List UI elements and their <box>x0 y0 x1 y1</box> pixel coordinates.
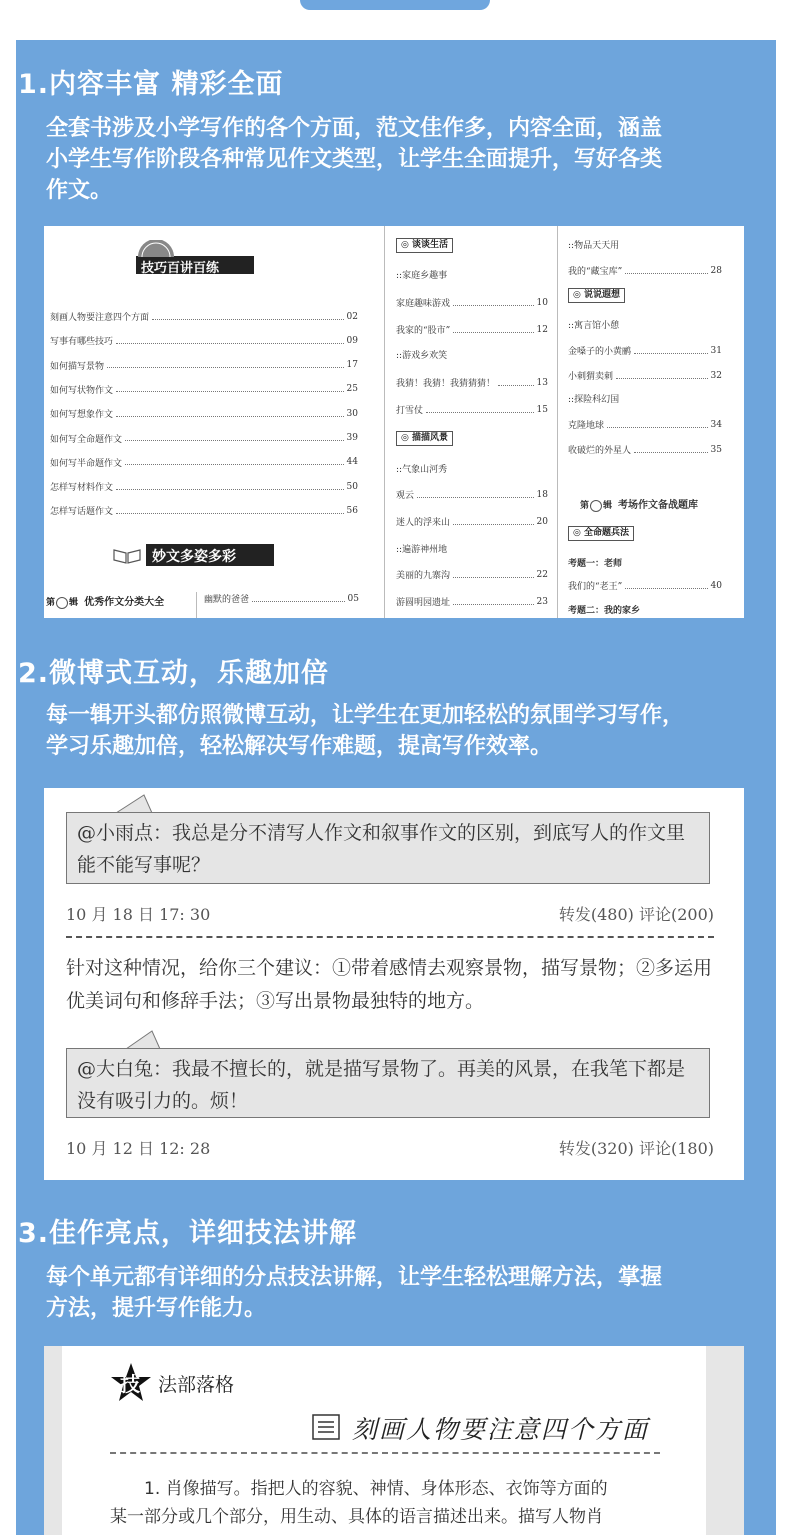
chapter-2-title: 考场作文备战题库 <box>618 500 699 511</box>
toc-page-number: 31 <box>710 345 722 356</box>
section-1-text-line-3: 作文。 <box>46 178 113 203</box>
toc-entry-title: 收破烂的外星人 <box>568 446 632 456</box>
weibo-post-2-meta <box>66 1136 714 1159</box>
chapter-2-suffix: 辑 <box>603 501 613 511</box>
column-divider <box>196 592 197 618</box>
chapter-1-title: 优秀作文分类大全 <box>84 597 165 608</box>
toc-page-number: 18 <box>536 489 548 500</box>
fan-ornament-icon <box>136 240 176 258</box>
toc-entry <box>396 376 548 389</box>
toc-entry-title: 家庭趣味游戏 <box>396 299 451 309</box>
column-divider <box>557 226 558 618</box>
toc-left-entry <box>50 310 358 323</box>
section-3-text-line-1: 每个单元都有详细的分点技法讲解，让学生轻松理解方法，掌握 <box>46 1265 663 1290</box>
technique-body-line-1 <box>144 1474 608 1499</box>
banner-2-text: 妙文多姿多彩 <box>152 549 236 565</box>
dashed-divider <box>110 1452 660 1454</box>
toc-page-number: 50 <box>346 481 358 492</box>
toc-leader-dots <box>116 386 344 392</box>
section-3-text-line-2: 方法，提升写作能力。 <box>46 1296 267 1321</box>
dashed-divider <box>66 936 714 938</box>
toc-left-entry <box>50 480 358 493</box>
toc-page-number: 20 <box>536 516 548 527</box>
post-1-date: 10 月 18 日 17: 30 <box>66 905 211 924</box>
toc-leader-dots <box>116 508 344 514</box>
toc-page-number: 05 <box>347 593 359 604</box>
toc-leader-dots <box>417 492 534 498</box>
section-1-text-line-1: 全套书涉及小学写作的各个方面，范文佳作多，内容全面，涵盖 <box>46 116 663 141</box>
toc-page-number: 25 <box>346 384 358 395</box>
toc-page-number: 23 <box>536 596 548 607</box>
column-divider <box>384 226 385 618</box>
toc-entry <box>396 515 548 528</box>
toc-leader-dots <box>498 380 534 386</box>
toc-subheading: ::气象山河秀 <box>396 465 448 475</box>
toc-leader-dots <box>453 519 534 525</box>
toc-entry-title: 克隆地球 <box>568 421 605 431</box>
toc-entry <box>568 443 722 456</box>
toc-left-entry <box>50 432 358 445</box>
section-box-tan-tan-sheng-huo: ◎ 谈谈生活 <box>396 238 453 253</box>
toc-entry <box>396 568 548 581</box>
toc-entry <box>568 418 722 431</box>
toc-page-number: 22 <box>536 569 548 580</box>
toc-entry-title: 我的“藏宝库” <box>568 267 623 277</box>
toc-leader-dots <box>453 599 534 605</box>
toc-left-entry <box>50 456 358 469</box>
weibo-answer: 针对这种情况，给你三个建议：①带着感情去观察景物，描写景物；②多运用优美词句和修辞手法；③写出景物最独特的地方。 <box>66 957 713 1012</box>
toc-leader-dots <box>125 435 344 441</box>
toc-entry-title: 刻画人物要注意四个方面 <box>50 313 150 323</box>
toc-entry-title: 游圆明园遗址 <box>396 598 451 608</box>
toc-leader-dots <box>453 327 533 333</box>
post-2-stats: 转发(320) 评论(180) <box>558 1139 714 1158</box>
toc-page-number: 40 <box>710 580 722 591</box>
section-2-heading: 2.微博式互动，乐趣加倍 <box>18 658 330 689</box>
bubble-tail-icon <box>124 1030 164 1050</box>
toc-banner-2 <box>112 544 277 566</box>
toc-entry <box>396 488 548 501</box>
toc-entry-title: 怎样写材料作文 <box>50 483 114 494</box>
toc-leader-dots <box>116 484 344 490</box>
toc-page-number: 28 <box>710 265 722 276</box>
toc-page-number: 44 <box>346 457 358 468</box>
toc-entry <box>568 344 722 357</box>
section-1-heading: 1.内容丰富 精彩全面 <box>18 69 284 100</box>
toc-entry-title: 迷人的浮来山 <box>396 518 451 528</box>
toc-entry <box>204 592 359 605</box>
body-line-1: 指把人的容貌、神情、身体形态、衣饰等方面的 <box>250 1479 608 1499</box>
toc-entry-title: 如何写想象作文 <box>50 410 114 421</box>
badge-char: 技 <box>120 1372 140 1396</box>
toc-entry <box>396 323 548 336</box>
header-tab <box>300 0 490 10</box>
toc-left-entry <box>50 359 358 372</box>
toc-page-number: 39 <box>346 433 358 443</box>
toc-leader-dots <box>116 338 344 344</box>
toc-page-number: 34 <box>710 419 722 430</box>
banner-1-text: 技巧百讲百练 <box>141 261 220 276</box>
body-lead: 1. 肖像描写。 <box>144 1479 251 1499</box>
technique-body-line-2: 某一部分或几个部分，用生动、具体的语言描述出来。描写人物肖 <box>110 1507 603 1527</box>
toc-page-number: 17 <box>346 360 358 371</box>
toc-entry-title: 小刺猬卖刺 <box>568 372 614 382</box>
toc-leader-dots <box>453 572 534 578</box>
toc-leader-dots <box>116 411 344 417</box>
toc-left-entry <box>50 334 358 347</box>
toc-subheading: ::物品天天用 <box>568 241 620 251</box>
chapter-2-prefix: 第 <box>580 501 590 511</box>
toc-entry-title: 幽默的爸爸 <box>204 595 250 605</box>
toc-leader-dots <box>634 447 708 453</box>
technique-title: 刻画人物要注意四个方面 <box>352 1415 650 1444</box>
toc-entry-title: 如何写全命题作文 <box>50 434 123 445</box>
toc-subheading: ::寓言馆小憩 <box>568 321 620 331</box>
toc-left-entry <box>50 504 358 517</box>
chapter-2-label <box>580 496 698 512</box>
toc-leader-dots <box>616 373 708 379</box>
section-box-miao-miao-feng-jing: ◎ 描描风景 <box>396 431 453 446</box>
toc-leader-dots <box>125 459 344 465</box>
chapter-1-suffix: 辑 <box>69 598 79 608</box>
chapter-1-seal-icon <box>56 597 68 609</box>
toc-leader-dots <box>426 407 534 413</box>
toc-leader-dots <box>152 314 344 320</box>
toc-page-number: 30 <box>346 408 358 419</box>
toc-leader-dots <box>607 422 708 428</box>
section-2-text-line-1: 每一辑开头都仿照微博互动，让学生在更加轻松的氛围学习写作， <box>46 703 685 728</box>
toc-page-number: 32 <box>710 370 722 381</box>
toc-card <box>44 226 744 618</box>
toc-left-entry <box>50 383 358 396</box>
toc-entry-title: 美丽的九寨沟 <box>396 571 451 581</box>
section-3-heading: 3.佳作亮点，详细技法讲解 <box>18 1218 358 1249</box>
toc-page-number: 10 <box>536 297 548 308</box>
chapter-1-prefix: 第 <box>46 598 56 608</box>
toc-page-number: 09 <box>346 335 358 346</box>
section-1-text-line-2: 小学生写作阶段各种常见作文类型，让学生全面提升，写好各类 <box>46 147 663 172</box>
toc-subheading: ::游戏乡欢笑 <box>396 351 448 361</box>
open-book-icon <box>112 546 142 564</box>
toc-subheading: ::遍游神州地 <box>396 545 448 555</box>
toc-leader-dots <box>252 596 345 602</box>
bubble-tail-icon <box>114 794 154 814</box>
technique-page <box>62 1346 706 1535</box>
toc-entry-title: 我猜！我猜！我猜猜猜！ <box>396 379 496 389</box>
toc-leader-dots <box>107 362 344 368</box>
toc-page-number: 56 <box>346 505 358 516</box>
toc-entry-title: 我们的“老王” <box>568 582 623 592</box>
toc-left-entry <box>50 407 358 420</box>
toc-leader-dots <box>453 300 534 306</box>
toc-page-number: 12 <box>536 324 548 335</box>
toc-entry <box>396 403 548 416</box>
toc-entry <box>568 579 722 592</box>
toc-leader-dots <box>625 268 707 274</box>
toc-entry-title: 我家的“股市” <box>396 326 451 336</box>
toc-entry-title: 打雪仗 <box>396 406 424 416</box>
toc-banner-1 <box>136 240 254 274</box>
toc-page-number: 02 <box>346 311 358 322</box>
toc-entry-title: 写事有哪些技巧 <box>50 337 114 348</box>
weibo-post-2: @大白兔：我最不擅长的，就是描写景物了。再美的风景，在我笔下都是没有吸引力的。烦！ <box>66 1048 710 1118</box>
toc-page-number: 35 <box>710 444 722 455</box>
section-2-text-line-2: 学习乐趣加倍，轻松解决写作难题，提高写作效率。 <box>46 734 553 759</box>
toc-page-number: 13 <box>536 377 548 388</box>
weibo-post-1: @小雨点：我总是分不清写人作文和叙事作文的区别，到底写人的作文里能不能写事呢？ <box>66 812 710 884</box>
technique-card <box>44 1346 744 1535</box>
post-1-stats: 转发(480) 评论(200) <box>558 905 714 924</box>
post-2-date: 10 月 12 日 12: 28 <box>66 1139 211 1158</box>
toc-subheading: ::家庭乡趣事 <box>396 271 448 281</box>
toc-entry <box>396 595 548 608</box>
toc-entry-title: 如何写状物作文 <box>50 385 114 396</box>
exam-topic-1: 考题一：老师 <box>568 559 623 569</box>
toc-entry-title: 如何描写景物 <box>50 361 105 372</box>
weibo-post-1-meta <box>66 902 714 925</box>
section-box-shuo-shuo-xia-xiang: ◎ 说说遐想 <box>568 288 625 303</box>
toc-leader-dots <box>625 583 707 589</box>
toc-subheading: ::探险科幻国 <box>568 395 620 405</box>
toc-entry <box>568 369 722 382</box>
toc-entry <box>396 296 548 309</box>
document-icon <box>312 1414 340 1440</box>
chapter-2-seal-icon <box>590 500 602 512</box>
toc-page-number: 15 <box>536 404 548 415</box>
toc-entry-title: 金嗓子的小黄鹂 <box>568 347 632 357</box>
chapter-1-label <box>46 593 164 609</box>
exam-topic-2: 考题二：我的家乡 <box>568 606 641 616</box>
badge-text: 法部落格 <box>158 1374 235 1396</box>
toc-entry-title: 怎样写话题作文 <box>50 507 114 518</box>
toc-entry-title: 如何写半命题作文 <box>50 458 123 469</box>
section-box-quan-ming-ti-bing-fa: ◎ 全命题兵法 <box>568 526 634 541</box>
toc-entry-title: 观云 <box>396 491 415 501</box>
toc-entry <box>568 264 722 277</box>
weibo-card <box>44 788 744 1180</box>
toc-leader-dots <box>634 348 708 354</box>
